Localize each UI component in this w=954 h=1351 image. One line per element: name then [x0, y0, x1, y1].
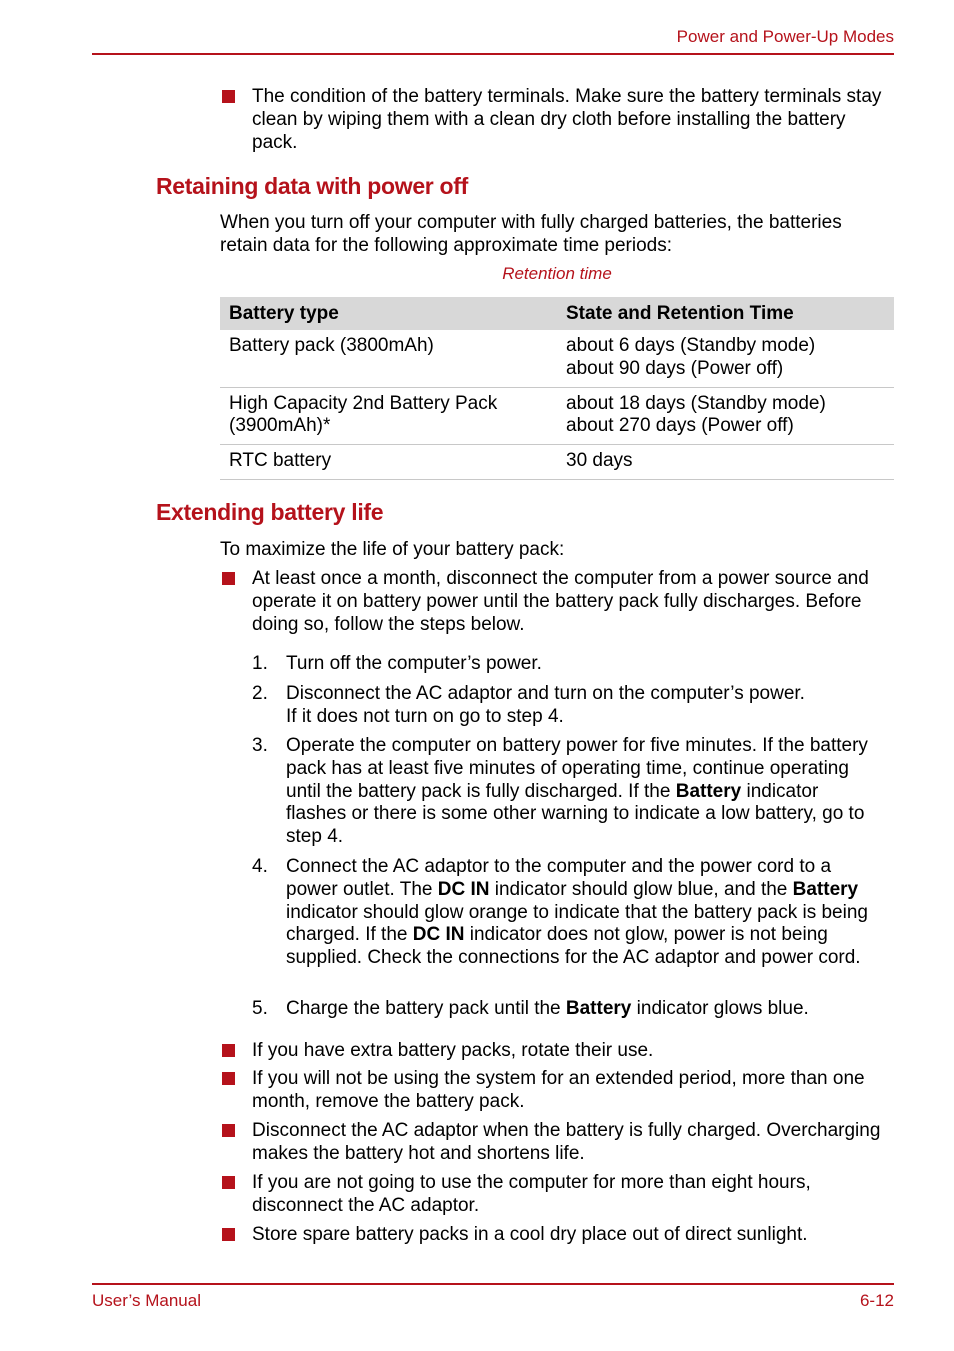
bullet-text: If you will not be using the system for an extended period, more than one month, remove the battery pack. [252, 1068, 865, 1112]
bullet-text: The condition of the battery terminals. Make sure the battery terminals stay clean by wiping them with a clean dry cloth before installing the battery pack. [252, 86, 882, 153]
cell-line: about 90 days (Power off) [566, 357, 784, 379]
list-item [220, 86, 894, 154]
header-rule [92, 53, 894, 55]
square-bullet-icon [222, 90, 235, 103]
list-item [220, 1040, 894, 1063]
section-heading-retaining-data: Retaining data with power off [156, 173, 469, 199]
list-item [220, 1224, 894, 1247]
bullet-text: Store spare battery packs in a cool dry place out of direct sunlight. [252, 1224, 808, 1245]
list-item [220, 1172, 894, 1218]
section-intro: When you turn off your computer with fully charged batteries, the batteries retain data for the following approximate time periods: [220, 212, 842, 256]
table-header-row [220, 297, 894, 330]
cell-line: about 18 days (Standby mode) [566, 392, 826, 414]
step-text: Disconnect the AC adaptor and turn on the computer’s power. If it does not turn on go to step 4. [286, 683, 805, 727]
table-row [220, 445, 894, 480]
list-item [220, 568, 894, 636]
bullet-text: If you are not going to use the computer for more than eight hours, disconnect the AC adaptor. [252, 1172, 811, 1216]
table-row [220, 387, 894, 445]
numbered-step [252, 683, 882, 729]
retention-cell [557, 387, 894, 445]
numbered-step [252, 653, 882, 676]
square-bullet-icon [222, 1176, 235, 1189]
bullet-text: If you have extra battery packs, rotate their use. [252, 1040, 654, 1061]
list-item [220, 1068, 894, 1114]
step-number: 5. [252, 998, 268, 1019]
square-bullet-icon [222, 1044, 235, 1057]
list-item [220, 1120, 894, 1166]
retention-table [220, 297, 894, 480]
numbered-step [252, 735, 882, 849]
numbered-step [252, 856, 882, 970]
step-text: Connect the AC adaptor to the computer and the power cord to a power outlet. The DC IN indicator should glow blue, and the Battery indicator should glow orange to indicate that the battery pack is being charged. If the DC IN indicator does not glow, power is not being supplied. Check the connections for the AC adaptor and power cord. [286, 856, 868, 969]
footer-rule [92, 1283, 894, 1285]
table-caption: Retention time [502, 264, 612, 283]
bullet-text: Disconnect the AC adaptor when the battery is fully charged. Overcharging makes the battery hot and shortens life. [252, 1120, 881, 1164]
running-header: Power and Power-Up Modes [676, 27, 894, 46]
cell-line: RTC battery [229, 450, 332, 472]
step-number: 1. [252, 653, 268, 674]
retention-cell [557, 445, 894, 480]
step-number: 2. [252, 683, 268, 704]
square-bullet-icon [222, 1124, 235, 1137]
cell-line: about 6 days (Standby mode) [566, 335, 816, 356]
column-header-battery-type: Battery type [220, 297, 557, 330]
footer-manual-title: User’s Manual [92, 1291, 201, 1310]
retention-cell [557, 330, 894, 387]
cell-line: High Capacity 2nd Battery Pack [229, 392, 498, 414]
step-number: 4. [252, 856, 268, 877]
step-text: Turn off the computer’s power. [286, 653, 542, 674]
page-number: 6-12 [859, 1291, 894, 1310]
square-bullet-icon [222, 572, 235, 585]
battery-type-cell [220, 387, 557, 445]
bullet-text: At least once a month, disconnect the computer from a power source and operate it on battery power until the battery pack fully discharges. Before doing so, follow the steps below. [252, 568, 869, 635]
cell-line: about 270 days (Power off) [566, 415, 794, 437]
step-text: Charge the battery pack until the Battery indicator glows blue. [286, 998, 809, 1019]
numbered-step [252, 998, 882, 1021]
column-header-retention-time: State and Retention Time [557, 297, 894, 330]
battery-type-cell [220, 330, 557, 387]
square-bullet-icon [222, 1072, 235, 1085]
cell-line: (3900mAh)* [229, 415, 331, 437]
square-bullet-icon [222, 1228, 235, 1241]
cell-line: Battery pack (3800mAh) [229, 335, 434, 356]
section-heading-extending-battery-life: Extending battery life [156, 499, 384, 525]
section-intro: To maximize the life of your battery pack: [220, 539, 565, 560]
battery-type-cell [220, 445, 557, 480]
step-text: Operate the computer on battery power for five minutes. If the battery pack has at least five minutes of operating time, continue operating until the battery pack is fully discharged. If the Battery indicator flashes or there is some other warning to indicate a low battery, go to step 4. [286, 735, 868, 848]
table-row [220, 330, 894, 387]
step-number: 3. [252, 735, 268, 756]
cell-line: 30 days [566, 450, 633, 472]
